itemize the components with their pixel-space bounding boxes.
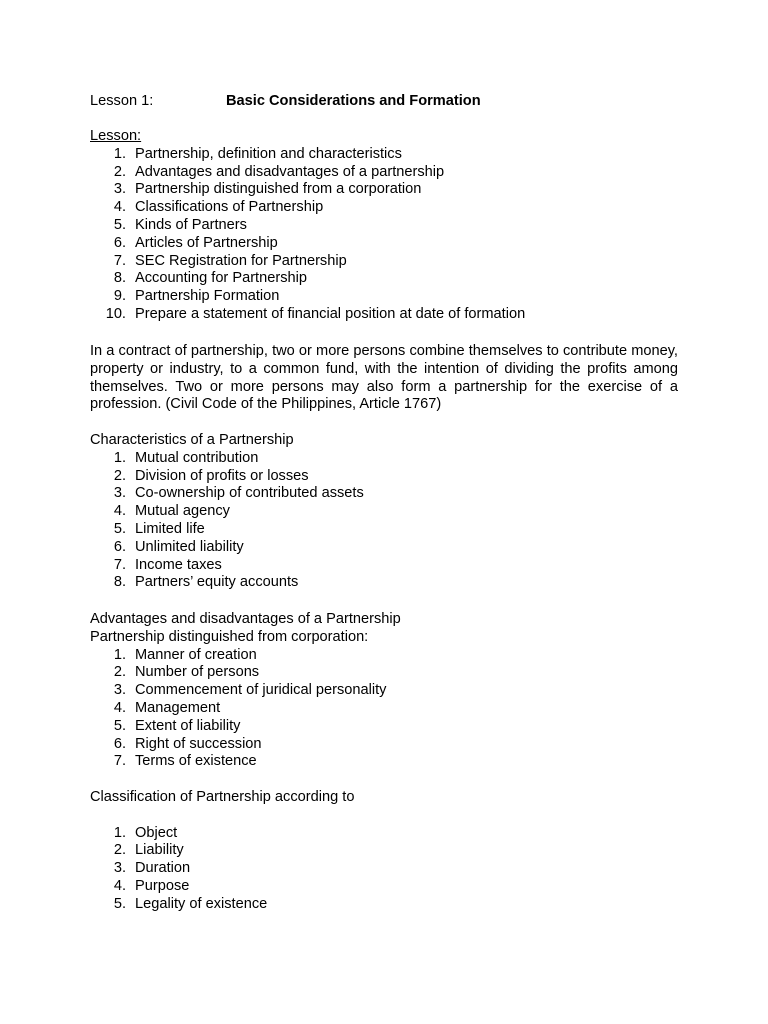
list-item: 5. Limited life — [113, 520, 205, 537]
list-item: 7. Terms of existence — [113, 753, 257, 770]
lesson-number: Lesson 1: — [90, 93, 154, 109]
distinguished-heading: Partnership distinguished from corporation: — [90, 628, 369, 645]
list-item: 2. Liability — [113, 842, 184, 859]
list-item: 5. Extent of liability — [113, 717, 241, 734]
list-item: 1. Partnership, definition and characteristics — [113, 145, 402, 162]
list-item: 7. Income taxes — [113, 556, 222, 573]
list-item: 1. Mutual contribution — [113, 449, 259, 466]
lesson-topics-list — [90, 146, 678, 324]
list-item: 3. Co-ownership of contributed assets — [113, 485, 364, 502]
advantages-heading: Advantages and disadvantages of a Partnership — [90, 611, 401, 627]
list-item: 8. Accounting for Partnership — [113, 270, 307, 287]
list-item: 6. Unlimited liability — [113, 538, 244, 555]
list-item: 2. Division of profits or losses — [113, 467, 309, 484]
list-item: 5. Kinds of Partners — [113, 216, 247, 233]
list-item: 1. Manner of creation — [113, 646, 257, 663]
list-item: 6. Articles of Partnership — [113, 234, 278, 251]
list-item: 3. Duration — [113, 860, 191, 877]
lesson-header — [90, 93, 481, 111]
characteristics-section — [90, 432, 678, 592]
classification-section — [90, 789, 678, 914]
list-item: 9. Partnership Formation — [113, 288, 280, 305]
definition-paragraph: In a contract of partnership, two or more persons combine themselves to contribute money, property or industry, to a common fund, with the intention of dividing the profits among themselves. Two or more persons may also form a partnership for the exercise of a profession. (Civil Code of the Philippines, Article 1767) — [90, 343, 678, 413]
list-item: 4. Mutual agency — [113, 503, 230, 520]
classification-list — [90, 825, 678, 914]
list-item: 2. Number of persons — [113, 664, 260, 681]
characteristics-heading: Characteristics of a Partnership — [90, 432, 294, 448]
list-item: 4. Classifications of Partnership — [113, 199, 324, 216]
list-item: 4. Management — [113, 699, 221, 716]
list-item: 3. Partnership distinguished from a corporation — [113, 181, 422, 198]
lesson-topics-section — [90, 128, 678, 324]
list-item: 3. Commencement of juridical personality — [113, 682, 387, 699]
list-item: 7. SEC Registration for Partnership — [113, 252, 347, 269]
list-item: 5. Legality of existence — [113, 895, 268, 912]
list-item: 6. Right of succession — [113, 735, 262, 752]
classification-heading: Classification of Partnership according to — [90, 789, 355, 805]
lesson-title: Basic Considerations and Formation — [226, 93, 481, 109]
list-item: 8. Partners’ equity accounts — [113, 574, 299, 591]
list-item: 4. Purpose — [113, 877, 190, 894]
list-item: 2. Advantages and disadvantages of a partnership — [113, 163, 445, 180]
blank-line — [90, 807, 678, 825]
lesson-list-heading: Lesson: — [90, 128, 142, 144]
distinguished-list — [90, 647, 678, 772]
characteristics-list — [90, 450, 678, 592]
distinguished-section — [90, 611, 678, 771]
list-item: 1. Object — [113, 824, 178, 841]
list-item: 10. Prepare a statement of financial position at date of formation — [105, 305, 526, 322]
